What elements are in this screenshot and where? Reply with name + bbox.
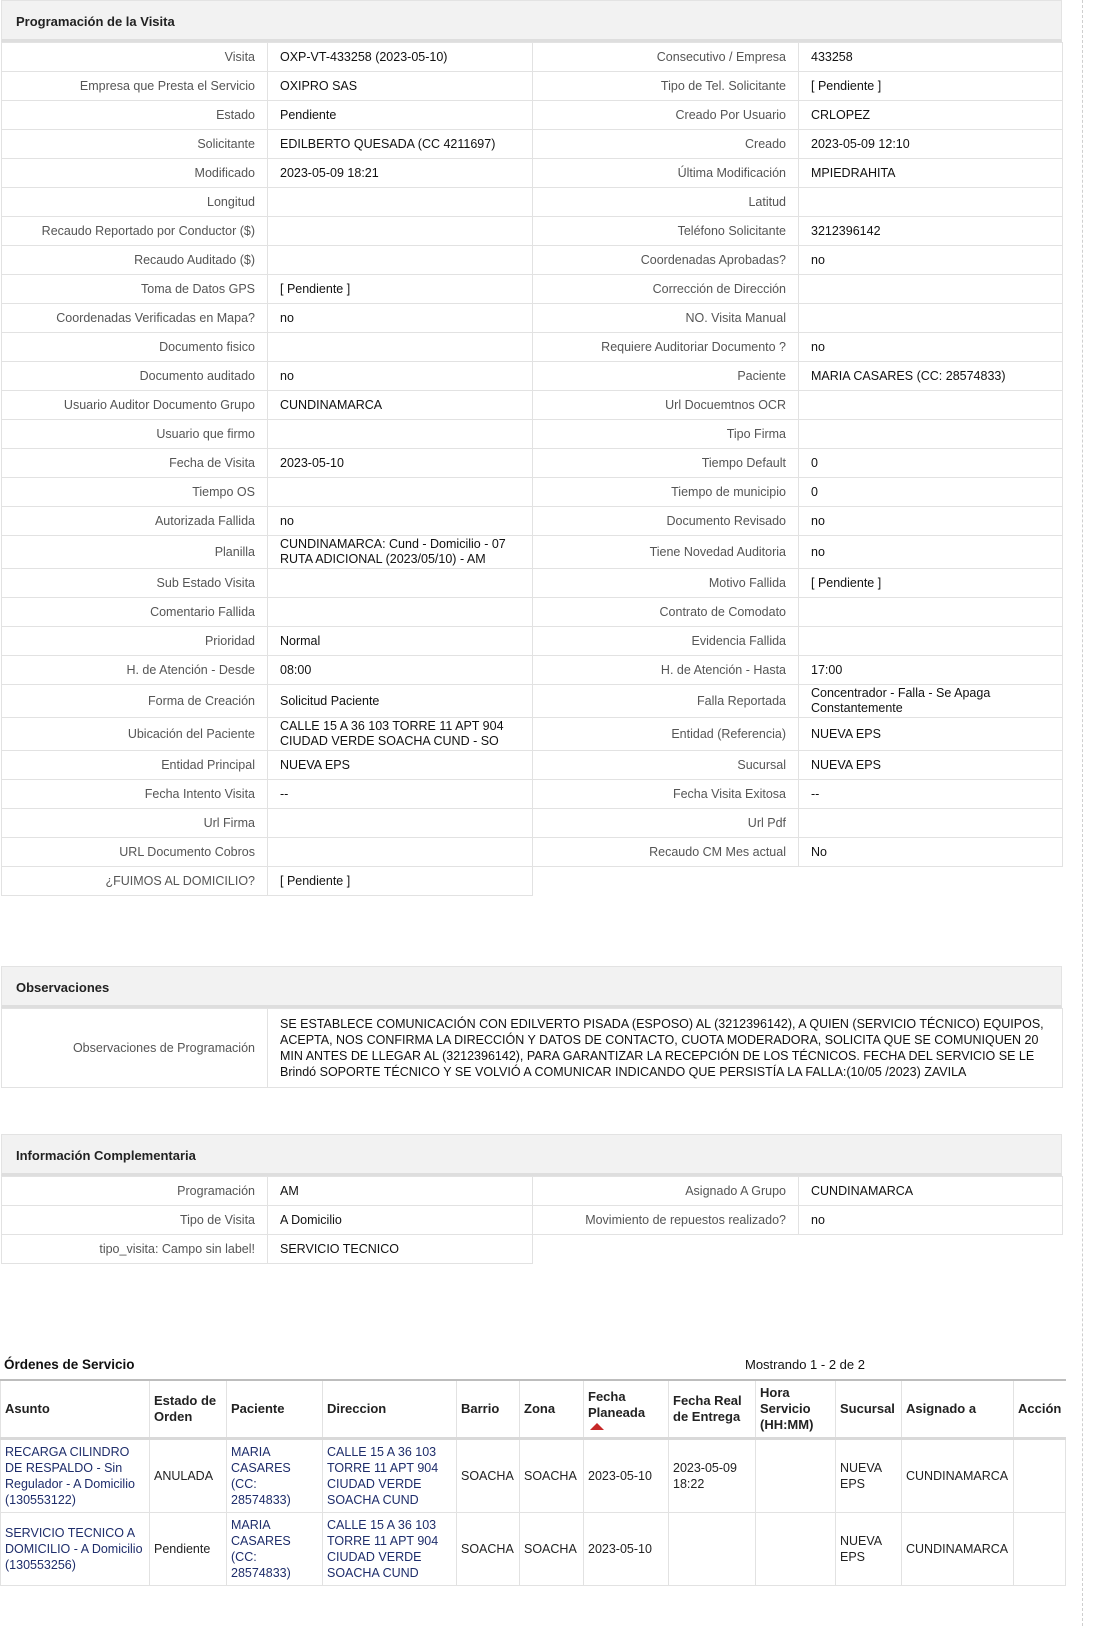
cell-paciente[interactable]: MARIA CASARES (CC: 28574833) xyxy=(227,1439,323,1513)
value-usuario-auditor-documento-grupo: CUNDINAMARCA xyxy=(268,391,533,420)
table-row[interactable] xyxy=(1,1513,1066,1586)
label-estado: Estado xyxy=(2,101,268,130)
value-tipo-firma xyxy=(799,420,1063,449)
field-row xyxy=(2,391,1063,420)
label-coordenadas-aprobadas: Coordenadas Aprobadas? xyxy=(533,246,799,275)
value-solicitante[interactable]: EDILBERTO QUESADA (CC 4211697) xyxy=(268,130,533,159)
value-sub-estado-visita xyxy=(268,569,533,598)
column-header-label: Acción xyxy=(1018,1401,1062,1416)
value-url-firma xyxy=(268,809,533,838)
field-row xyxy=(2,1177,1063,1206)
value-documento-auditado: no xyxy=(268,362,533,391)
cell-barrio: SOACHA xyxy=(457,1513,520,1586)
programacion-title: Programación de la Visita xyxy=(1,0,1062,42)
label-tipo-visita-campo-sin-label: tipo_visita: Campo sin label! xyxy=(2,1235,268,1264)
value-motivo-fallida: [ Pendiente ] xyxy=(799,569,1063,598)
label-documento-fisico: Documento fisico xyxy=(2,333,268,362)
cell-estado-de-orden: Pendiente xyxy=(150,1513,227,1586)
value-recaudo-auditado xyxy=(268,246,533,275)
value-entidad-referencia[interactable]: NUEVA EPS xyxy=(799,718,1063,751)
value-comentario-fallida xyxy=(268,598,533,627)
empty-cell xyxy=(799,1235,1063,1264)
cell-fecha-real-de-entrega: 2023-05-09 18:22 xyxy=(669,1439,756,1513)
cell-barrio: SOACHA xyxy=(457,1439,520,1513)
field-row xyxy=(2,627,1063,656)
field-row xyxy=(2,449,1063,478)
value-url-documento-cobros xyxy=(268,838,533,867)
cell-asignado-a: CUNDINAMARCA xyxy=(902,1513,1014,1586)
label-programacion: Programación xyxy=(2,1177,268,1206)
value-entidad-principal: NUEVA EPS xyxy=(268,751,533,780)
value-correccion-de-direccion xyxy=(799,275,1063,304)
value-recaudo-reportado-por-conductor xyxy=(268,217,533,246)
value-url-docuemtnos-ocr xyxy=(799,391,1063,420)
ordenes-count: Mostrando 1 - 2 de 2 xyxy=(745,1357,865,1372)
label-latitud: Latitud xyxy=(533,188,799,217)
label-falla-reportada: Falla Reportada xyxy=(533,685,799,718)
label-motivo-fallida: Motivo Fallida xyxy=(533,569,799,598)
label-prioridad: Prioridad xyxy=(2,627,268,656)
label-movimiento-de-repuestos-realizado: Movimiento de repuestos realizado? xyxy=(533,1206,799,1235)
label-creado: Creado xyxy=(533,130,799,159)
field-row xyxy=(2,751,1063,780)
column-header-label: Direccion xyxy=(327,1401,387,1416)
column-header-asignado-a[interactable] xyxy=(902,1380,1014,1439)
column-header-label: Hora Servicio (HH:MM) xyxy=(760,1385,814,1432)
value-h-de-atencion-hasta: 17:00 xyxy=(799,656,1063,685)
cell-estado-de-orden: ANULADA xyxy=(150,1439,227,1513)
field-row xyxy=(2,188,1063,217)
label-entidad-principal: Entidad Principal xyxy=(2,751,268,780)
value-toma-de-datos-gps: [ Pendiente ] xyxy=(268,275,533,304)
cell-fecha-planeada: 2023-05-10 xyxy=(584,1439,669,1513)
value-sucursal: NUEVA EPS xyxy=(799,751,1063,780)
value-ultima-modificacion: MPIEDRAHITA xyxy=(799,159,1063,188)
value-contrato-de-comodato xyxy=(799,598,1063,627)
observaciones-value: SE ESTABLECE COMUNICACIÓN CON EDILVERTO PISADA (ESPOSO) AL (3212396142), A QUIEN (SERVICIO TÉCNICO) EQUIPOS, ACEPTA, NOS CONFIRMA LA DIRECCIÓN Y DATOS DE CONTACTO, CUOTA MODERADORA, SOLICITA QUE SE COMUNIQUEN 20 MIN ANTES DE LLEGAR AL (3212396142), PARA GARANTIZAR LA RECEPCIÓN DE LOS TÉCNICOS. FECHA DEL SERVICIO SE LE Brindó SOPORTE TÉCNICO Y SE VOLVIÓ A COMUNICAR INDICANDO QUE PERSISTÍA LA FALLA:(10/05 /2023) ZAVILA xyxy=(268,1009,1063,1088)
value-documento-revisado: no xyxy=(799,507,1063,536)
label-usuario-auditor-documento-grupo: Usuario Auditor Documento Grupo xyxy=(2,391,268,420)
value-tiene-novedad-auditoria: no xyxy=(799,536,1063,569)
column-header-label: Zona xyxy=(524,1401,556,1416)
label-documento-auditado: Documento auditado xyxy=(2,362,268,391)
cell-sucursal: NUEVA EPS xyxy=(836,1439,902,1513)
value-consecutivo-empresa: 433258 xyxy=(799,43,1063,72)
label-tiene-novedad-auditoria: Tiene Novedad Auditoria xyxy=(533,536,799,569)
value-asignado-a-grupo: CUNDINAMARCA xyxy=(799,1177,1063,1206)
label-asignado-a-grupo: Asignado A Grupo xyxy=(533,1177,799,1206)
field-row xyxy=(2,598,1063,627)
cell-hora-servicio-hh-mm xyxy=(756,1439,836,1513)
label-toma-de-datos-gps: Toma de Datos GPS xyxy=(2,275,268,304)
complementaria-title: Información Complementaria xyxy=(1,1134,1062,1176)
value-tipo-de-visita: A Domicilio xyxy=(268,1206,533,1235)
value-usuario-que-firmo xyxy=(268,420,533,449)
cell-zona: SOACHA xyxy=(520,1513,584,1586)
column-header-estado-de-orden[interactable] xyxy=(150,1380,227,1439)
value-creado-por-usuario: CRLOPEZ xyxy=(799,101,1063,130)
label-solicitante: Solicitante xyxy=(2,130,268,159)
column-header-label: Fecha Planeada xyxy=(588,1388,646,1420)
field-row xyxy=(2,478,1063,507)
label-evidencia-fallida: Evidencia Fallida xyxy=(533,627,799,656)
value-prioridad: Normal xyxy=(268,627,533,656)
label-no-visita-manual: NO. Visita Manual xyxy=(533,304,799,333)
table-row[interactable] xyxy=(1,1439,1066,1513)
value-requiere-auditoriar-documento: no xyxy=(799,333,1063,362)
value-longitud xyxy=(268,188,533,217)
value-tipo-de-tel-solicitante[interactable]: [ Pendiente ] xyxy=(799,72,1063,101)
label-empresa-que-presta-el-servicio: Empresa que Presta el Servicio xyxy=(2,72,268,101)
column-header-label: Paciente xyxy=(231,1401,285,1416)
label-tiempo-os: Tiempo OS xyxy=(2,478,268,507)
column-header-barrio[interactable] xyxy=(457,1380,520,1439)
label-planilla: Planilla xyxy=(2,536,268,569)
label-longitud: Longitud xyxy=(2,188,268,217)
field-row xyxy=(2,246,1063,275)
empty-cell xyxy=(533,867,799,896)
value-estado: Pendiente xyxy=(268,101,533,130)
field-row xyxy=(2,569,1063,598)
label-autorizada-fallida: Autorizada Fallida xyxy=(2,507,268,536)
label-fecha-visita-exitosa: Fecha Visita Exitosa xyxy=(533,780,799,809)
cell-asunto[interactable]: RECARGA CILINDRO DE RESPALDO - Sin Regulador - A Domicilio (130553122) xyxy=(1,1439,150,1513)
label-url-firma: Url Firma xyxy=(2,809,268,838)
field-row xyxy=(2,43,1063,72)
cell-fecha-real-de-entrega xyxy=(669,1513,756,1586)
label-recaudo-reportado-por-conductor: Recaudo Reportado por Conductor ($) xyxy=(2,217,268,246)
value-latitud xyxy=(799,188,1063,217)
field-row xyxy=(2,1206,1063,1235)
label-modificado: Modificado xyxy=(2,159,268,188)
label-creado-por-usuario: Creado Por Usuario xyxy=(533,101,799,130)
column-header-accion[interactable] xyxy=(1014,1380,1066,1439)
label-h-de-atencion-hasta: H. de Atención - Hasta xyxy=(533,656,799,685)
field-row xyxy=(2,101,1063,130)
value-autorizada-fallida: no xyxy=(268,507,533,536)
label-requiere-auditoriar-documento: Requiere Auditoriar Documento ? xyxy=(533,333,799,362)
label-h-de-atencion-desde: H. de Atención - Desde xyxy=(2,656,268,685)
value-ubicacion-del-paciente[interactable]: CALLE 15 A 36 103 TORRE 11 APT 904 CIUDAD VERDE SOACHA CUND - SO xyxy=(268,718,533,751)
column-header-label: Estado de Orden xyxy=(154,1393,217,1424)
value-movimiento-de-repuestos-realizado: no xyxy=(799,1206,1063,1235)
label-sucursal: Sucursal xyxy=(533,751,799,780)
field-row xyxy=(2,780,1063,809)
field-row xyxy=(2,685,1063,718)
value-empresa-que-presta-el-servicio[interactable]: OXIPRO SAS xyxy=(268,72,533,101)
field-row xyxy=(2,718,1063,751)
cell-hora-servicio-hh-mm xyxy=(756,1513,836,1586)
field-row xyxy=(2,130,1063,159)
field-row xyxy=(2,362,1063,391)
value-falla-reportada: Concentrador - Falla - Se Apaga Constantemente xyxy=(799,685,1063,718)
label-telefono-solicitante: Teléfono Solicitante xyxy=(533,217,799,246)
observaciones-panel xyxy=(1,966,1062,1088)
value-forma-de-creacion: Solicitud Paciente xyxy=(268,685,533,718)
label-tiempo-default: Tiempo Default xyxy=(533,449,799,478)
ordenes-title: Órdenes de Servicio xyxy=(4,1357,135,1372)
value-recaudo-cm-mes-actual: No xyxy=(799,838,1063,867)
value-url-pdf xyxy=(799,809,1063,838)
programacion-table xyxy=(1,42,1063,896)
value-tipo-visita-campo-sin-label: SERVICIO TECNICO xyxy=(268,1235,533,1264)
value-paciente[interactable]: MARIA CASARES (CC: 28574833) xyxy=(799,362,1063,391)
empty-cell xyxy=(533,1235,799,1264)
label-fecha-intento-visita: Fecha Intento Visita xyxy=(2,780,268,809)
cell-asunto[interactable]: SERVICIO TECNICO A DOMICILIO - A Domicilio (130553256) xyxy=(1,1513,150,1586)
complementaria-panel xyxy=(1,1134,1062,1264)
cell-sucursal: NUEVA EPS xyxy=(836,1513,902,1586)
value-h-de-atencion-desde: 08:00 xyxy=(268,656,533,685)
label-usuario-que-firmo: Usuario que firmo xyxy=(2,420,268,449)
column-header-asunto[interactable] xyxy=(1,1380,150,1439)
value-modificado: 2023-05-09 18:21 xyxy=(268,159,533,188)
value-planilla[interactable]: CUNDINAMARCA: Cund - Domicilio - 07 RUTA ADICIONAL (2023/05/10) - AM xyxy=(268,536,533,569)
column-header-sucursal[interactable] xyxy=(836,1380,902,1439)
value-documento-fisico xyxy=(268,333,533,362)
field-row xyxy=(2,217,1063,246)
value-fuimos-al-domicilio: [ Pendiente ] xyxy=(268,867,533,896)
value-tiempo-de-municipio: 0 xyxy=(799,478,1063,507)
observaciones-title: Observaciones xyxy=(1,966,1062,1008)
cell-accion xyxy=(1014,1513,1066,1586)
cell-paciente[interactable]: MARIA CASARES (CC: 28574833) xyxy=(227,1513,323,1586)
value-creado: 2023-05-09 12:10 xyxy=(799,130,1063,159)
programacion-panel xyxy=(1,0,1062,896)
field-row xyxy=(2,275,1063,304)
column-header-hora-servicio-hh-mm[interactable] xyxy=(756,1380,836,1439)
column-header-zona[interactable] xyxy=(520,1380,584,1439)
cell-asignado-a: CUNDINAMARCA xyxy=(902,1439,1014,1513)
field-row xyxy=(2,159,1063,188)
field-row xyxy=(2,333,1063,362)
field-row xyxy=(2,420,1063,449)
label-contrato-de-comodato: Contrato de Comodato xyxy=(533,598,799,627)
label-url-pdf: Url Pdf xyxy=(533,809,799,838)
value-programacion: AM xyxy=(268,1177,533,1206)
cell-fecha-planeada: 2023-05-10 xyxy=(584,1513,669,1586)
label-sub-estado-visita: Sub Estado Visita xyxy=(2,569,268,598)
column-header-label: Sucursal xyxy=(840,1401,895,1416)
cell-direccion[interactable]: CALLE 15 A 36 103 TORRE 11 APT 904 CIUDAD VERDE SOACHA CUND xyxy=(323,1513,457,1586)
sort-ascending-icon[interactable] xyxy=(590,1423,604,1430)
observaciones-label: Observaciones de Programación xyxy=(2,1009,268,1088)
label-tipo-de-visita: Tipo de Visita xyxy=(2,1206,268,1235)
label-url-documento-cobros: URL Documento Cobros xyxy=(2,838,268,867)
column-header-label: Asunto xyxy=(5,1401,50,1416)
field-row xyxy=(2,1235,1063,1264)
observaciones-table xyxy=(1,1008,1063,1088)
field-row xyxy=(2,838,1063,867)
field-row xyxy=(2,809,1063,838)
label-visita: Visita xyxy=(2,43,268,72)
field-row xyxy=(2,536,1063,569)
value-fecha-visita-exitosa: -- xyxy=(799,780,1063,809)
label-coordenadas-verificadas-en-mapa: Coordenadas Verificadas en Mapa? xyxy=(2,304,268,333)
field-row xyxy=(2,304,1063,333)
field-row xyxy=(2,507,1063,536)
value-telefono-solicitante: 3212396142 xyxy=(799,217,1063,246)
cell-accion xyxy=(1014,1439,1066,1513)
label-tipo-firma: Tipo Firma xyxy=(533,420,799,449)
label-ubicacion-del-paciente: Ubicación del Paciente xyxy=(2,718,268,751)
label-comentario-fallida: Comentario Fallida xyxy=(2,598,268,627)
label-consecutivo-empresa: Consecutivo / Empresa xyxy=(533,43,799,72)
cell-zona: SOACHA xyxy=(520,1439,584,1513)
label-paciente: Paciente xyxy=(533,362,799,391)
value-fecha-de-visita: 2023-05-10 xyxy=(268,449,533,478)
label-tiempo-de-municipio: Tiempo de municipio xyxy=(533,478,799,507)
column-header-fecha-planeada[interactable] xyxy=(584,1380,669,1439)
value-tiempo-os xyxy=(268,478,533,507)
label-entidad-referencia: Entidad (Referencia) xyxy=(533,718,799,751)
label-fuimos-al-domicilio: ¿FUIMOS AL DOMICILIO? xyxy=(2,867,268,896)
label-fecha-de-visita: Fecha de Visita xyxy=(2,449,268,478)
column-header-paciente[interactable] xyxy=(227,1380,323,1439)
label-recaudo-auditado: Recaudo Auditado ($) xyxy=(2,246,268,275)
cell-direccion[interactable]: CALLE 15 A 36 103 TORRE 11 APT 904 CIUDAD VERDE SOACHA CUND xyxy=(323,1439,457,1513)
page-divider-line xyxy=(1082,0,1083,1626)
label-ultima-modificacion: Última Modificación xyxy=(533,159,799,188)
column-header-label: Barrio xyxy=(461,1401,500,1416)
column-header-label: Fecha Real de Entrega xyxy=(673,1393,742,1424)
value-fecha-intento-visita: -- xyxy=(268,780,533,809)
label-recaudo-cm-mes-actual: Recaudo CM Mes actual xyxy=(533,838,799,867)
label-tipo-de-tel-solicitante: Tipo de Tel. Solicitante xyxy=(533,72,799,101)
value-visita: OXP-VT-433258 (2023-05-10) xyxy=(268,43,533,72)
value-coordenadas-aprobadas: no xyxy=(799,246,1063,275)
column-header-fecha-real-de-entrega[interactable] xyxy=(669,1380,756,1439)
label-correccion-de-direccion: Corrección de Dirección xyxy=(533,275,799,304)
value-coordenadas-verificadas-en-mapa: no xyxy=(268,304,533,333)
field-row xyxy=(2,656,1063,685)
column-header-direccion[interactable] xyxy=(323,1380,457,1439)
empty-cell xyxy=(799,867,1063,896)
column-header-label: Asignado a xyxy=(906,1401,977,1416)
label-forma-de-creacion: Forma de Creación xyxy=(2,685,268,718)
label-url-docuemtnos-ocr: Url Docuemtnos OCR xyxy=(533,391,799,420)
label-documento-revisado: Documento Revisado xyxy=(533,507,799,536)
field-row xyxy=(2,867,1063,896)
value-tiempo-default: 0 xyxy=(799,449,1063,478)
field-row xyxy=(2,72,1063,101)
value-evidencia-fallida xyxy=(799,627,1063,656)
value-no-visita-manual xyxy=(799,304,1063,333)
complementaria-table xyxy=(1,1176,1063,1264)
ordenes-table xyxy=(0,1379,1066,1586)
